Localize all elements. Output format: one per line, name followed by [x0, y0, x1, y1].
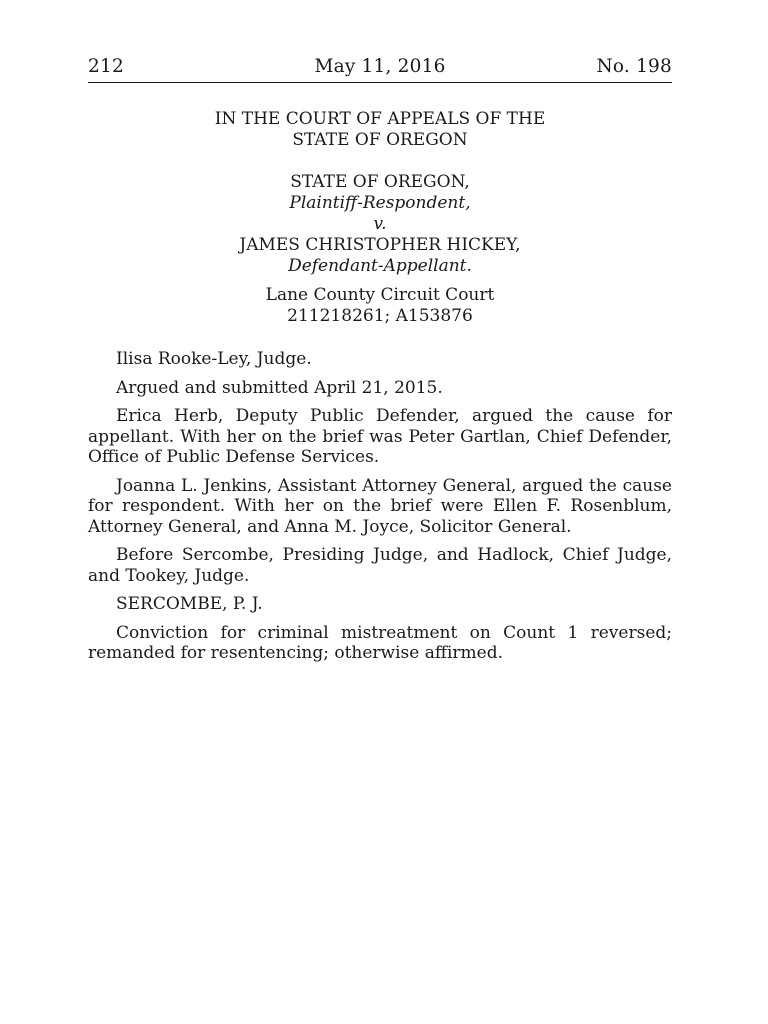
- case-numbers: 211218261; A153876: [287, 306, 473, 326]
- running-header: [88, 56, 672, 83]
- plaintiff-role: Plaintiff-Respondent,: [289, 193, 471, 213]
- versus: v.: [373, 214, 387, 234]
- plaintiff-name: STATE OF OREGON,: [290, 172, 470, 192]
- defendant-role: Defendant-Appellant.: [288, 256, 472, 276]
- disposition: Conviction for criminal mistreatment on Count 1 reversed; remanded for resentencing; otherwise affirmed.: [88, 622, 672, 663]
- appellant-counsel: Erica Herb, Deputy Public Defender, argued the cause for appellant. With her on the brief was Peter Gartlan, Chief Defender, Office of Public Defense Services.: [88, 406, 672, 467]
- page-number: 212: [88, 56, 124, 77]
- trial-judge: Ilisa Rooke-Ley, Judge.: [116, 349, 312, 369]
- opinion-author: SERCOMBE, P. J.: [116, 594, 263, 614]
- panel: Before Sercombe, Presiding Judge, and Hadlock, Chief Judge, and Tookey, Judge.: [88, 545, 672, 586]
- defendant-name: JAMES CHRISTOPHER HICKEY,: [239, 235, 521, 255]
- court-name-line-1: IN THE COURT OF APPEALS OF THE: [214, 109, 546, 129]
- opinion-page: [88, 56, 672, 672]
- lower-court: Lane County Circuit Court: [265, 285, 495, 305]
- argued-date: Argued and submitted April 21, 2015.: [116, 377, 443, 398]
- case-caption: [88, 109, 672, 327]
- court-name-line-2: STATE OF OREGON: [292, 130, 468, 150]
- issue-number: No. 198: [596, 56, 672, 77]
- publication-date: May 11, 2016: [314, 56, 446, 77]
- respondent-counsel: Joanna L. Jenkins, Assistant Attorney General, argued the cause for respondent. With her on the brief were Ellen F. Rosenblum, Attorney General, and Anna M. Joyce, Solicitor General.: [88, 475, 672, 537]
- opinion-front-matter: [88, 349, 672, 664]
